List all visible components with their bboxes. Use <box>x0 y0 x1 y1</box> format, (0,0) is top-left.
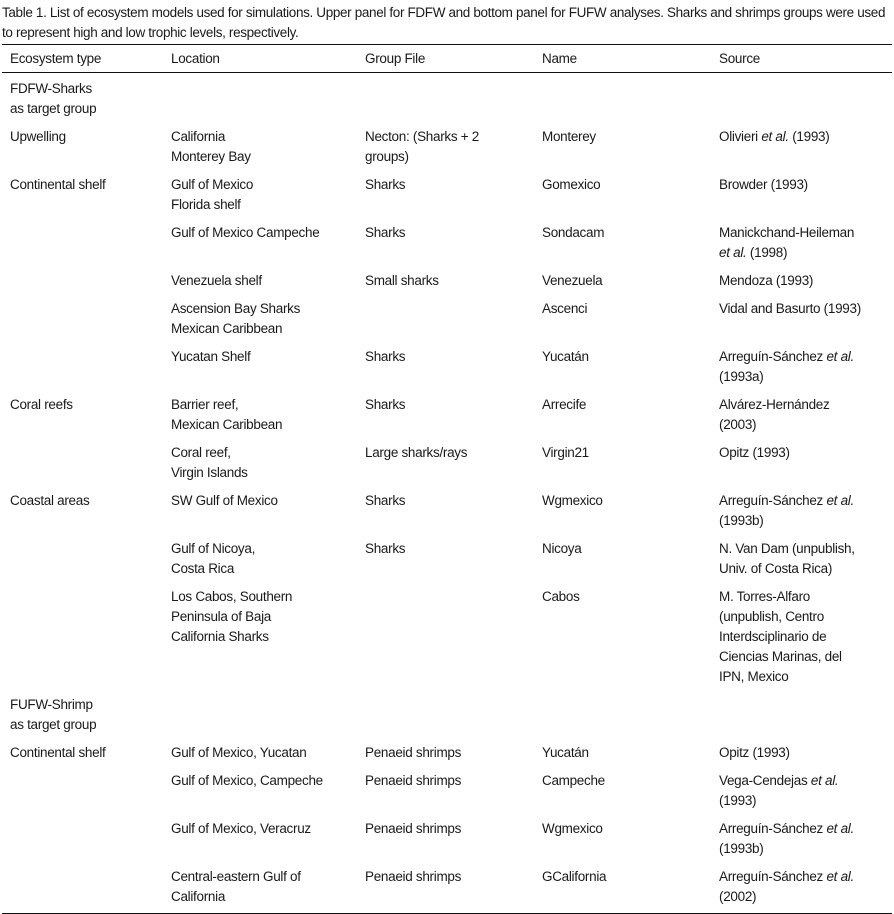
table-row <box>2 263 892 291</box>
source-cell <box>711 811 892 859</box>
table-row <box>2 735 892 763</box>
group-file-cell: Sharks <box>365 397 406 412</box>
location-cell: Los Cabos, Southern Peninsula of Baja California Sharks <box>171 589 293 644</box>
location-cell: SW Gulf of Mexico <box>171 493 278 508</box>
location-cell: Barrier reef, Mexican Caribbean <box>171 397 283 432</box>
location-cell <box>163 73 357 120</box>
source-text: Arreguín-Sánchez <box>719 869 827 884</box>
table-row <box>2 859 892 914</box>
location-cell: Gulf of Mexico Campeche <box>171 225 320 240</box>
group-file-cell: Large sharks/rays <box>365 445 468 460</box>
source-cell <box>711 531 892 579</box>
name-cell <box>534 687 711 735</box>
source-text: Arreguín-Sánchez <box>719 821 827 836</box>
name-cell: Nicoya <box>542 541 582 556</box>
name-cell: Wgmexico <box>542 821 603 836</box>
group-file-cell: Necton: (Sharks + 2 groups) <box>365 129 479 164</box>
ecosystem-type-cell <box>2 763 163 811</box>
group-file-cell: Sharks <box>365 493 406 508</box>
location-cell: Gulf of Mexico, Campeche <box>171 773 323 788</box>
table-row <box>2 483 892 531</box>
name-cell: Yucatán <box>542 745 589 760</box>
group-file-cell: Sharks <box>365 177 406 192</box>
source-cell <box>711 435 892 483</box>
table-caption: Table 1. List of ecosystem models used for simulations. Upper panel for FDFW and bottom panel for FUFW analyses. Sharks and shrimps groups were used to represent high and low trophic levels, respectively. <box>2 5 886 40</box>
group-file-cell <box>357 73 534 120</box>
source-text: Browder (1993) <box>719 177 808 192</box>
ecosystem-type-cell: Continental shelf <box>10 177 106 192</box>
group-file-cell <box>357 579 534 687</box>
ecosystem-type-cell <box>2 339 163 387</box>
name-cell: Sondacam <box>542 225 605 240</box>
group-file-cell: Penaeid shrimps <box>365 745 462 760</box>
location-cell: Yucatan Shelf <box>171 349 251 364</box>
source-text: (2002) <box>719 889 757 904</box>
source-cell <box>711 73 892 120</box>
location-cell: Venezuela shelf <box>171 273 262 288</box>
location-cell: Gulf of Mexico, Veracruz <box>171 821 311 836</box>
ecosystem-type-cell <box>2 291 163 339</box>
source-italic-text: et al. <box>826 493 854 508</box>
table-row <box>2 387 892 435</box>
location-cell: Coral reef, Virgin Islands <box>171 445 248 480</box>
table-row <box>2 119 892 167</box>
source-cell <box>711 167 892 215</box>
source-text: Mendoza (1993) <box>719 273 814 288</box>
source-cell <box>711 483 892 531</box>
ecosystem-type-cell <box>2 859 163 914</box>
group-file-cell: Penaeid shrimps <box>365 773 462 788</box>
source-cell <box>711 763 892 811</box>
source-text: Manickchand-Heileman <box>719 225 855 240</box>
source-cell <box>711 859 892 914</box>
source-italic-text: et al. <box>761 129 789 144</box>
source-cell <box>711 119 892 167</box>
table-header-row <box>2 45 892 73</box>
source-text: Alvárez-Hernández (2003) <box>719 397 830 432</box>
source-italic-text: et al. <box>826 349 854 364</box>
source-italic-text: et al. <box>826 869 854 884</box>
name-cell: Venezuela <box>542 273 603 288</box>
table-body <box>2 73 892 914</box>
name-cell: Monterey <box>542 129 596 144</box>
ecosystem-models-table <box>2 44 892 914</box>
location-cell <box>163 687 357 735</box>
table-row <box>2 215 892 263</box>
ecosystem-type-cell <box>2 215 163 263</box>
group-file-cell: Penaeid shrimps <box>365 869 462 884</box>
ecosystem-type-cell <box>2 263 163 291</box>
ecosystem-type-cell <box>2 531 163 579</box>
name-cell: Virgin21 <box>542 445 589 460</box>
ecosystem-type-cell <box>2 435 163 483</box>
group-file-cell: Sharks <box>365 541 406 556</box>
name-cell <box>534 73 711 120</box>
table-row <box>2 167 892 215</box>
location-cell: Gulf of Mexico Florida shelf <box>171 177 254 212</box>
source-cell <box>711 579 892 687</box>
source-cell <box>711 263 892 291</box>
table-row <box>2 73 892 120</box>
name-cell: Yucatán <box>542 349 589 364</box>
name-cell: Campeche <box>542 773 605 788</box>
source-italic-text: et al. <box>719 245 747 260</box>
name-cell: Cabos <box>542 589 580 604</box>
table-row <box>2 763 892 811</box>
source-text: Vega-Cendejas <box>719 773 811 788</box>
group-file-cell: Sharks <box>365 225 406 240</box>
name-cell: Gomexico <box>542 177 601 192</box>
location-cell: Gulf of Mexico, Yucatan <box>171 745 307 760</box>
source-text: Vidal and Basurto (1993) <box>719 301 861 316</box>
name-cell: Wgmexico <box>542 493 603 508</box>
table-row <box>2 531 892 579</box>
ecosystem-type-cell: FUFW-Shrimp as target group <box>10 697 97 732</box>
group-file-cell: Small sharks <box>365 273 439 288</box>
header-group-file: Group File <box>365 51 426 66</box>
source-text: M. Torres-Alfaro (unpublish, Centro Interdsciplinario de Ciencias Marinas, del IPN, Mexico <box>719 589 842 684</box>
location-cell: Ascension Bay Sharks Mexican Caribbean <box>171 301 301 336</box>
source-italic-text: et al. <box>826 821 854 836</box>
source-cell <box>711 735 892 763</box>
ecosystem-type-cell <box>2 811 163 859</box>
group-file-cell <box>357 291 534 339</box>
source-cell <box>711 687 892 735</box>
table-row <box>2 579 892 687</box>
name-cell: Arrecife <box>542 397 587 412</box>
table-row <box>2 687 892 735</box>
source-text: Arreguín-Sánchez <box>719 349 827 364</box>
source-text: N. Van Dam (unpublish, Univ. of Costa Rica) <box>719 541 855 576</box>
table-row <box>2 339 892 387</box>
source-text: (1993) <box>719 793 757 808</box>
source-text: Opitz (1993) <box>719 745 790 760</box>
source-text: Olivieri <box>719 129 762 144</box>
table-row <box>2 291 892 339</box>
ecosystem-type-cell <box>2 579 163 687</box>
group-file-cell: Sharks <box>365 349 406 364</box>
source-italic-text: et al. <box>810 773 839 788</box>
source-text: (1993a) <box>719 369 764 384</box>
source-cell <box>711 291 892 339</box>
header-location: Location <box>171 51 220 66</box>
table-row <box>2 435 892 483</box>
name-cell: GCalifornia <box>542 869 607 884</box>
source-text: (1993b) <box>719 841 764 856</box>
location-cell: Central-eastern Gulf of California <box>171 869 301 904</box>
source-text: (1993) <box>788 129 830 144</box>
header-name: Name <box>542 51 577 66</box>
group-file-cell: Penaeid shrimps <box>365 821 462 836</box>
group-file-cell <box>357 687 534 735</box>
header-ecosystem-type: Ecosystem type <box>10 51 102 66</box>
name-cell: Ascenci <box>542 301 588 316</box>
ecosystem-type-cell: Coastal areas <box>10 493 90 508</box>
source-text: Arreguín-Sánchez <box>719 493 827 508</box>
source-text: (1993b) <box>719 513 764 528</box>
table-row <box>2 811 892 859</box>
source-text: Opitz (1993) <box>719 445 790 460</box>
ecosystem-type-cell: Coral reefs <box>10 397 73 412</box>
ecosystem-type-cell: FDFW-Sharks as target group <box>10 81 97 116</box>
ecosystem-type-cell: Continental shelf <box>10 745 106 760</box>
source-text: (1998) <box>746 245 788 260</box>
source-cell <box>711 215 892 263</box>
source-cell <box>711 387 892 435</box>
source-cell <box>711 339 892 387</box>
location-cell: Gulf of Nicoya, Costa Rica <box>171 541 256 576</box>
location-cell: California Monterey Bay <box>171 129 251 164</box>
ecosystem-type-cell: Upwelling <box>10 129 66 144</box>
header-source: Source <box>719 51 760 66</box>
